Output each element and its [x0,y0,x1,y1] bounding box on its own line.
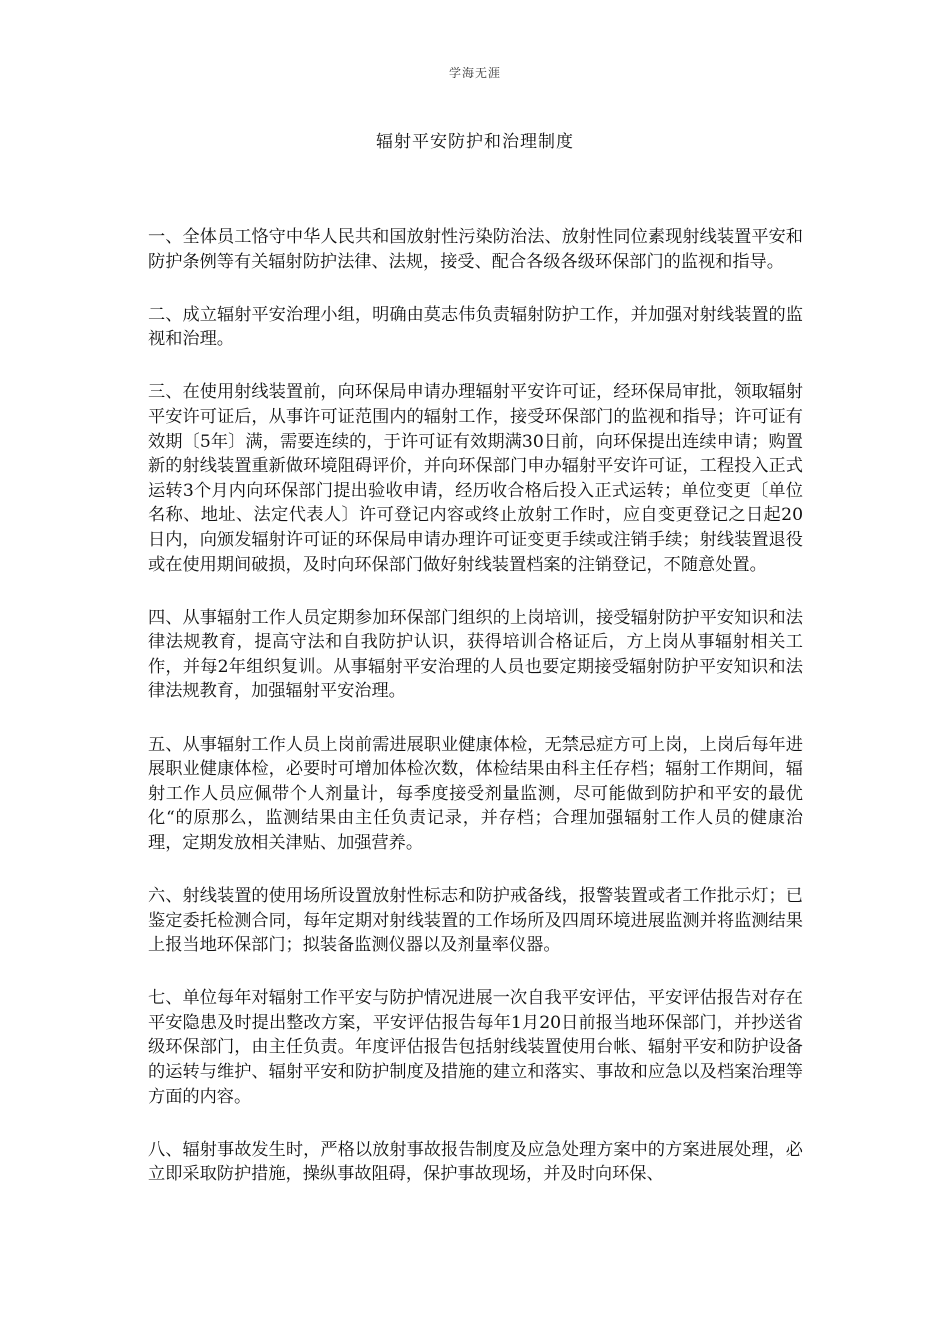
paragraph-1: 一、全体员工恪守中华人民共和国放射性污染防治法、放射性同位素现射线装置平安和防护条例等有关辐射防护法律、法规，接受、配合各级各级环保部门的监视和指导。 [148,227,803,272]
paragraph-2: 二、成立辐射平安治理小组，明确由莫志伟负责辐射防护工作，并加强对射线装置的监视和治理。 [148,304,803,350]
page-header: 学海无涯 [448,66,501,80]
paragraph-7: 七、单位每年对辐射工作平安与防护情况进展一次自我平安评估，平安评估报告对存在平安隐患及时提出整改方案，平安评估报告每年1月20日前报当地环保部门，并抄送省级环保部门，由主任负责。年度评估报告包括射线装置使用台帐、辐射平安和防护设备的运转与维护、辐射平安和防护制度及措施的建立和落实、事故和应急以及档案治理等方面的内容。 [148,988,803,1107]
paragraph-6: 六、射线装置的使用场所设置放射性标志和防护戒备线，报警装置或者工作批示灯；已鉴定委托检测合同，每年定期对射线装置的工作场所及四周环境进展监测并将监测结果上报当地环保部门；拟装备监测仪器以及剂量率仪器。 [148,885,803,956]
paragraph-5: 五、从事辐射工作人员上岗前需进展职业健康体检，无禁忌症方可上岗，上岗后每年进展职业健康体检，必要时可增加体检次数，体检结果由科主任存档；辐射工作期间，辐射工作人员应佩带个人剂量计，每季度接受剂量监测，尽可能做到防护和平安的最优化“的原那么，监测结果由主任负责记录，并存档；合理加强辐射工作人员的健康治理，定期发放相关津贴、加强营养。 [148,734,803,853]
paragraph-4: 四、从事辐射工作人员定期参加环保部门组织的上岗培训，接受辐射防护平安知识和法律法规教育，提高守法和自我防护认识，获得培训合格证后，方上岗从事辐射相关工作，并每2年组织复训。从事辐射平安治理的人员也要定期接受辐射防护平安知识和法律法规教育，加强辐射平安治理。 [148,607,803,702]
document-body [148,225,803,1215]
paragraph-3: 三、在使用射线装置前，向环保局申请办理辐射平安许可证，经环保局审批，领取辐射平安许可证后，从事许可证范围内的辐射工作，接受环保部门的监视和指导；许可证有效期〔5年〕满，需要连续的，于许可证有效期满30日前，向环保提出连续申请；购置新的射线装置重新做环境阻碍评价，并向环保部门申办辐射平安许可证，工程投入正式运转3个月内向环保部门提出验收申请，经历收合格后投入正式运转；单位变更〔单位名称、地址、法定代表人〕许可登记内容或终止放射工作时，应自变更登记之日起20日内，向颁发辐射许可证的环保局申请办理许可证变更手续或注销手续；射线装置退役或在使用期间破损，及时向环保部门做好射线装置档案的注销登记，不随意处置。 [148,382,803,575]
document-title: 辐射平安防护和治理制度 [376,132,574,152]
paragraph-8: 八、辐射事故发生时，严格以放射事故报告制度及应急处理方案中的方案进展处理，必立即采取防护措施，操纵事故阻碍，保护事故现场，并及时向环保、 [148,1139,803,1185]
